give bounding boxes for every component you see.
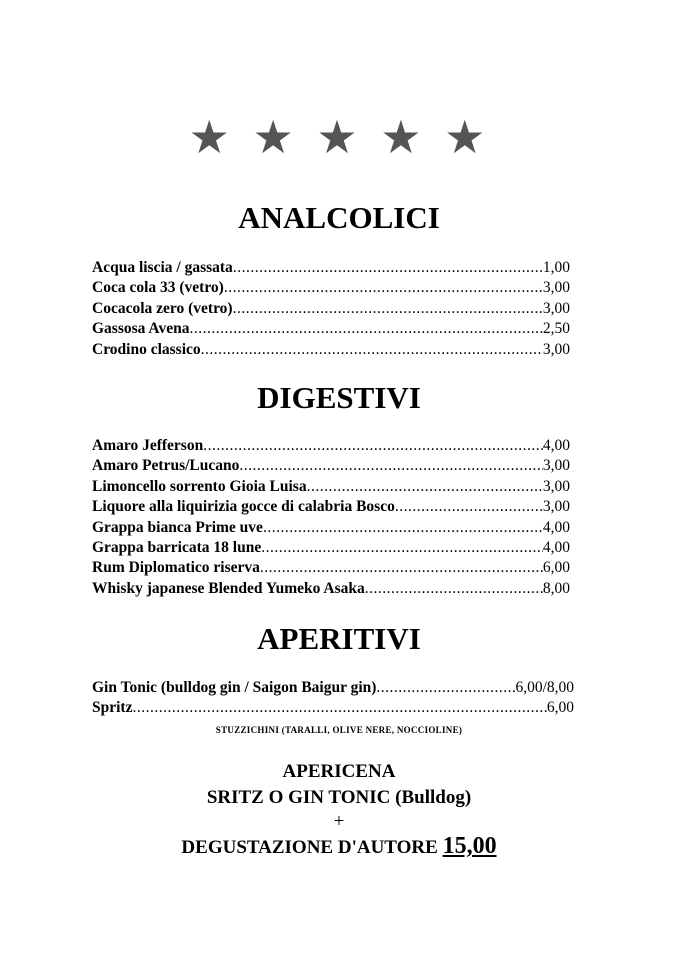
leader-dots — [132, 698, 546, 718]
section-title-aperitivi: APERITIVI — [257, 621, 421, 656]
list-item — [92, 436, 570, 456]
leader-dots — [395, 497, 543, 517]
item-name: Grappa barricata 18 lune — [92, 538, 262, 556]
leader-dots — [233, 258, 543, 278]
leader-dots — [261, 538, 543, 558]
item-name: Amaro Jefferson — [92, 437, 204, 454]
leader-dots — [263, 518, 543, 538]
item-price: 4,00 — [542, 518, 570, 536]
item-price: 3,00 — [542, 498, 570, 516]
item-price: 1,00 — [542, 259, 570, 276]
item-name: Spritz — [92, 699, 133, 717]
item-price: 4,00 — [542, 437, 570, 454]
list-item — [92, 319, 570, 339]
leader-dots — [307, 477, 543, 497]
list-item — [92, 340, 570, 360]
tasting-label: DEGUSTAZIONE D'AUTORE — [181, 837, 443, 858]
list-item — [92, 538, 570, 558]
item-name: Rum Diplomatico riserva — [92, 559, 260, 577]
list-item — [92, 678, 574, 698]
item-price: 6,00/8,00 — [515, 679, 574, 696]
item-name: Amaro Petrus/Lucano — [92, 457, 240, 475]
leader-dots — [260, 558, 543, 578]
item-price: 6,00 — [542, 559, 570, 577]
item-price: 3,00 — [542, 299, 570, 317]
star-icon: ★ — [252, 110, 298, 164]
leader-dots — [376, 678, 515, 698]
apericena-tasting-line — [0, 834, 678, 860]
analcolici-list — [92, 258, 570, 360]
item-name: Cocacola zero (vetro) — [92, 299, 233, 317]
section-title-analcolici: ANALCOLICI — [238, 200, 440, 235]
item-price: 4,00 — [542, 538, 570, 556]
item-price: 3,00 — [542, 340, 570, 358]
item-price: 6,00 — [546, 699, 574, 717]
list-item — [92, 497, 570, 517]
item-price: 3,00 — [542, 279, 570, 297]
star-icon: ★ — [380, 110, 426, 164]
item-price: 2,50 — [542, 320, 570, 338]
list-item — [92, 698, 574, 718]
item-name: Gassosa Avena — [92, 320, 190, 338]
leader-dots — [203, 436, 543, 456]
list-item — [92, 456, 570, 476]
leader-dots — [224, 278, 543, 298]
apericena-title: APERICENA — [282, 761, 396, 782]
list-item — [92, 299, 570, 319]
item-name: Whisky japanese Blended Yumeko Asaka — [92, 579, 365, 597]
leader-dots — [365, 579, 543, 599]
stuzzichini-note: STUZZICHINI (TARALLI, OLIVE NERE, NOCCIOLINE) — [215, 725, 463, 735]
item-name: Liquore alla liquirizia gocce di calabria Bosco — [92, 498, 395, 516]
rating-stars — [0, 112, 678, 162]
list-item — [92, 278, 570, 298]
section-title-digestivi: DIGESTIVI — [257, 380, 421, 415]
apericena-drink: SRITZ O GIN TONIC (Bulldog) — [206, 787, 472, 808]
item-name: Acqua liscia / gassata — [92, 259, 233, 276]
list-item — [92, 558, 570, 578]
item-price: 8,00 — [542, 579, 570, 597]
leader-dots — [239, 456, 542, 476]
star-icon: ★ — [444, 110, 490, 164]
item-name: Gin Tonic (bulldog gin / Saigon Baigur gin) — [92, 679, 377, 696]
item-price: 3,00 — [542, 457, 570, 475]
apericena-price: 15,00 — [442, 833, 497, 859]
list-item — [92, 477, 570, 497]
digestivi-list — [92, 436, 570, 599]
leader-dots — [233, 299, 543, 319]
list-item — [92, 579, 570, 599]
star-icon: ★ — [188, 110, 234, 164]
aperitivi-list — [92, 678, 574, 719]
item-price: 3,00 — [542, 477, 570, 495]
item-name: Grappa bianca Prime uve — [92, 518, 263, 536]
leader-dots — [189, 319, 542, 339]
item-name: Limoncello sorrento Gioia Luisa — [92, 477, 307, 495]
star-icon: ★ — [316, 110, 362, 164]
leader-dots — [201, 340, 543, 360]
list-item — [92, 258, 570, 278]
plus-sign: + — [333, 811, 345, 832]
item-name: Coca cola 33 (vetro) — [92, 279, 224, 297]
item-name: Crodino classico — [92, 340, 201, 358]
list-item — [92, 518, 570, 538]
